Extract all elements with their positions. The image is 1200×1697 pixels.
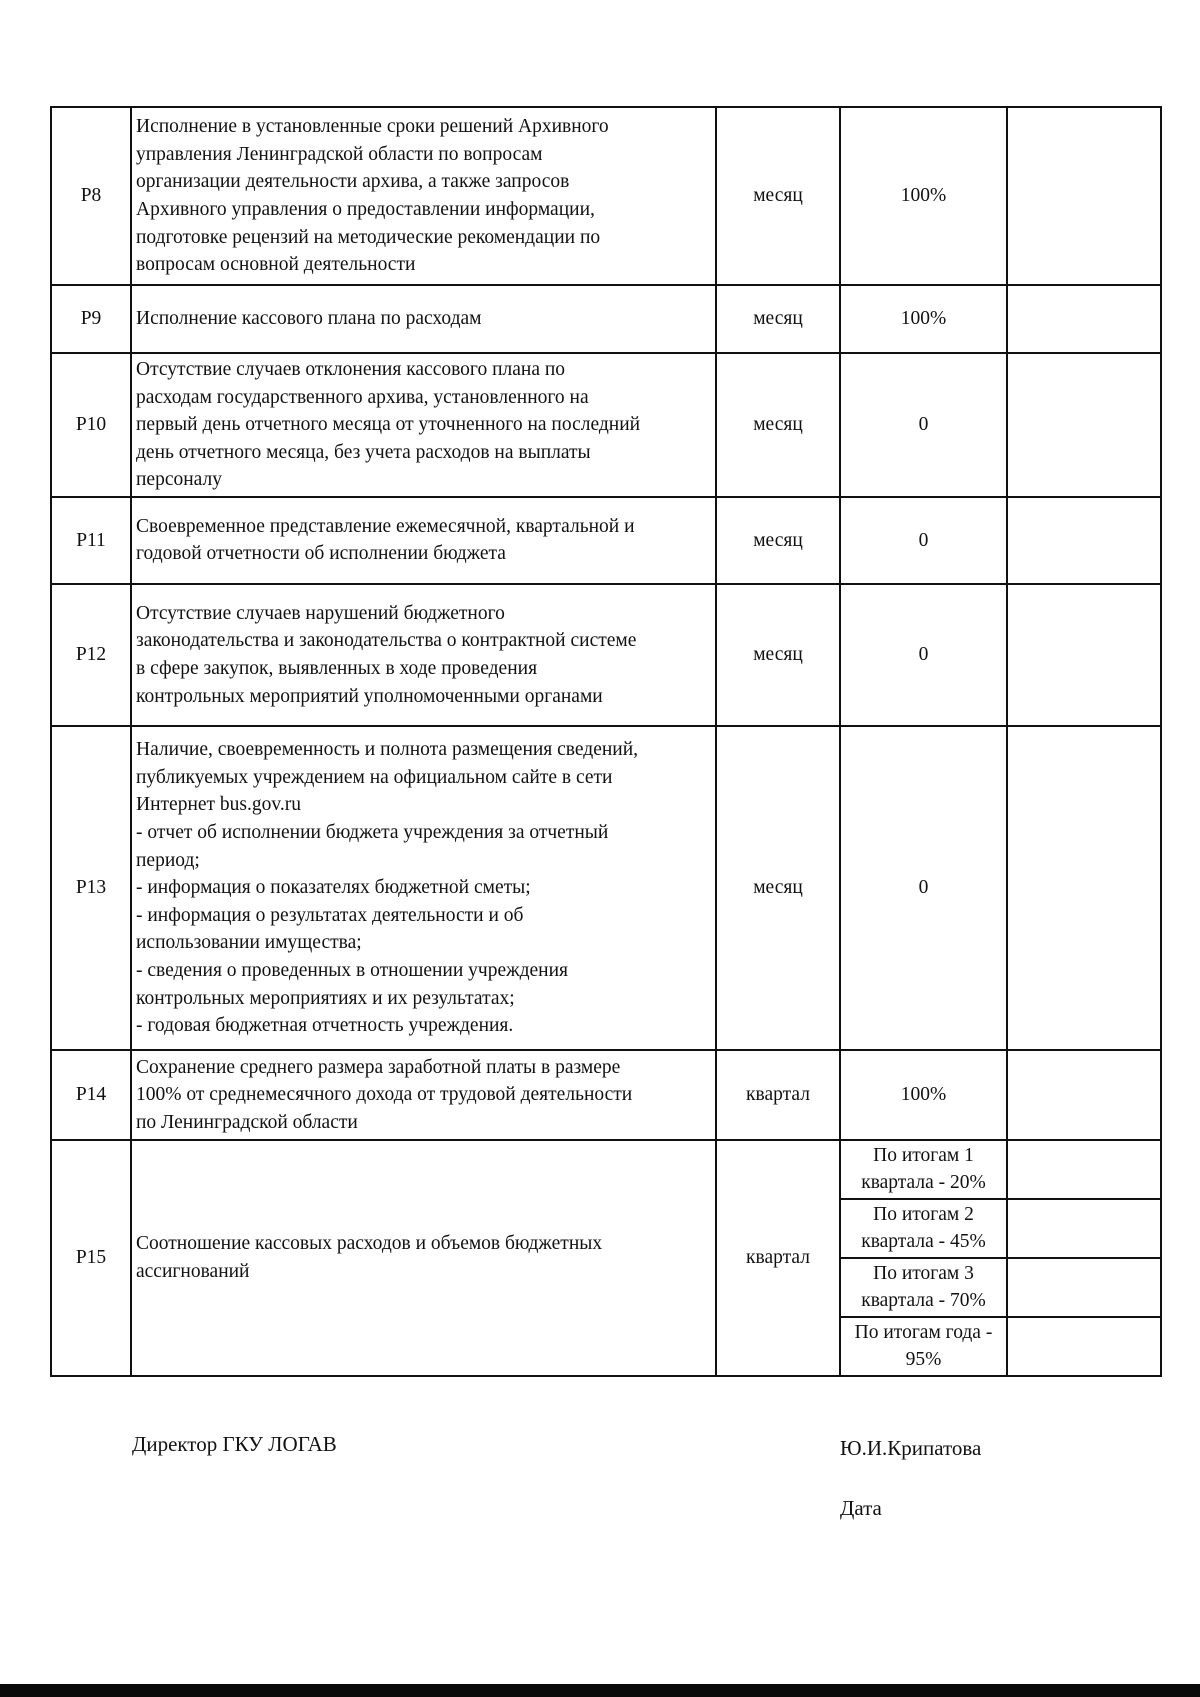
indicator-target (840, 1050, 1007, 1140)
indicator-target (840, 285, 1007, 353)
table-row (51, 1140, 1161, 1199)
indicator-actual-empty (1007, 107, 1161, 285)
description-line: Исполнение в установленные сроки решений Архивного (136, 116, 609, 138)
indicator-period (716, 1050, 840, 1140)
signatory-name: Ю.И.Крипатова (840, 1436, 982, 1460)
quarter-actual-empty (1007, 1258, 1161, 1317)
description-line: - информация о показателях бюджетной сметы; (136, 877, 531, 899)
indicator-code-text: Р15 (75, 1247, 107, 1269)
quarter-target (840, 1258, 1007, 1317)
indicator-code-text: Р9 (80, 308, 102, 330)
indicator-description (131, 1140, 716, 1376)
date-label: Дата (840, 1496, 882, 1520)
indicator-actual-empty (1007, 584, 1161, 726)
quarter-target-line: По итогам года - (854, 1322, 993, 1344)
quarter-actual-empty (1007, 1199, 1161, 1258)
period-text: месяц (753, 529, 803, 551)
indicator-period (716, 726, 840, 1050)
table-row (51, 107, 1161, 285)
quarter-actual-empty (1007, 1317, 1161, 1376)
indicator-code (51, 353, 131, 497)
target-text: 0 (918, 644, 929, 666)
indicator-code-text: Р12 (75, 644, 107, 666)
description-line: управления Ленинградской области по вопросам (136, 143, 543, 165)
description-line: период; (136, 849, 200, 871)
indicator-period (716, 584, 840, 726)
indicator-period (716, 107, 840, 285)
signatory-position: Директор ГКУ ЛОГАВ (132, 1432, 337, 1456)
period-text: месяц (753, 877, 803, 899)
indicator-code (51, 1050, 131, 1140)
target-text: 100% (900, 308, 947, 330)
quarter-target-line: квартала - 70% (861, 1290, 986, 1312)
quarter-target-line: 95% (905, 1349, 942, 1371)
description-line: Соотношение кассовых расходов и объемов бюджетных (136, 1233, 603, 1255)
table-row (51, 285, 1161, 353)
description-line: Архивного управления о предоставлении информации, (136, 199, 595, 220)
indicator-target (840, 497, 1007, 584)
target-text: 100% (900, 185, 947, 207)
description-line: в сфере закупок, выявленных в ходе проведения (136, 657, 538, 679)
indicator-code (51, 1140, 131, 1376)
description-line: Наличие, своевременность и полнота размещения сведений, (136, 739, 639, 761)
description-line: законодательства и законодательства о контрактной системе (136, 630, 637, 652)
description-line: Интернет bus.gov.ru (136, 794, 301, 816)
description-line: публикуемых учреждением на официальном сайте в сети (136, 766, 613, 788)
quarter-target-line: квартала - 20% (861, 1172, 986, 1194)
description-line: годовой отчетности об исполнении бюджета (136, 543, 506, 565)
indicator-actual-empty (1007, 353, 1161, 497)
indicator-description (131, 726, 716, 1050)
indicator-period (716, 497, 840, 584)
description-line: - отчет об исполнении бюджета учреждения за отчетный (136, 821, 609, 843)
description-line: Исполнение кассового плана по расходам (136, 308, 482, 330)
indicator-description (131, 353, 716, 497)
indicator-code-text: Р10 (75, 414, 107, 436)
description-line: контрольных мероприятиях и их результатах; (136, 987, 515, 1009)
description-line: расходам государственного архива, установленного на (136, 386, 589, 408)
indicator-code-text: Р8 (80, 185, 102, 207)
indicator-target (840, 107, 1007, 285)
indicator-actual-empty (1007, 285, 1161, 353)
scan-edge-bar (0, 1684, 1200, 1697)
indicator-period (716, 1140, 840, 1376)
quarter-target (840, 1317, 1007, 1376)
description-line: Сохранение среднего размера заработной платы в размере (136, 1056, 621, 1078)
table-row (51, 726, 1161, 1050)
period-text: месяц (753, 414, 803, 436)
description-line: организации деятельности архива, а также запросов (136, 171, 570, 193)
indicator-description (131, 584, 716, 726)
quarter-target-line: По итогам 2 (873, 1204, 974, 1226)
quarter-target-line: квартала - 45% (861, 1231, 986, 1253)
indicator-code (51, 726, 131, 1050)
description-line: персоналу (136, 469, 222, 491)
description-line: ассигнований (136, 1260, 250, 1282)
indicators-table (50, 106, 1162, 1377)
indicator-target (840, 584, 1007, 726)
description-line: - информация о результатах деятельности и об (136, 904, 524, 926)
quarter-target (840, 1199, 1007, 1258)
table-row (51, 353, 1161, 497)
description-line: Отсутствие случаев нарушений бюджетного (136, 602, 505, 624)
description-line: Своевременное представление ежемесячной, квартальной и (136, 515, 635, 537)
description-line: подготовке рецензий на методические рекомендации по (136, 226, 601, 248)
description-line: контрольных мероприятий уполномоченными органами (136, 685, 603, 707)
description-line: вопросам основной деятельности (136, 254, 416, 276)
indicator-code (51, 497, 131, 584)
period-text: месяц (753, 644, 803, 666)
description-line: Отсутствие случаев отклонения кассового плана по (136, 359, 566, 380)
table-row (51, 584, 1161, 726)
description-line: день отчетного месяца, без учета расходов на выплаты (136, 441, 591, 463)
indicator-description (131, 497, 716, 584)
indicator-code (51, 107, 131, 285)
description-line: по Ленинградской области (136, 1111, 358, 1133)
target-text: 100% (900, 1084, 947, 1106)
description-line: - сведения о проведенных в отношении учреждения (136, 959, 569, 981)
quarter-actual-empty (1007, 1140, 1161, 1199)
quarter-target-line: По итогам 1 (873, 1145, 974, 1167)
period-text: месяц (753, 185, 803, 207)
target-text: 0 (918, 877, 929, 899)
period-text: квартал (746, 1247, 810, 1269)
quarter-target-line: По итогам 3 (873, 1263, 974, 1285)
indicator-code-text: Р11 (76, 529, 106, 551)
indicator-actual-empty (1007, 726, 1161, 1050)
indicator-code (51, 584, 131, 726)
quarter-target (840, 1140, 1007, 1199)
table-row (51, 497, 1161, 584)
indicator-description (131, 1050, 716, 1140)
target-text: 0 (918, 414, 929, 436)
description-line: первый день отчетного месяца от уточненного на последний (136, 414, 641, 436)
indicator-actual-empty (1007, 497, 1161, 584)
description-line: 100% от среднемесячного дохода от трудовой деятельности (136, 1084, 633, 1106)
indicator-code-text: Р14 (75, 1084, 107, 1106)
indicator-code (51, 285, 131, 353)
period-text: месяц (753, 308, 803, 330)
indicator-description (131, 285, 716, 353)
indicator-target (840, 726, 1007, 1050)
target-text: 0 (918, 529, 929, 551)
indicator-period (716, 285, 840, 353)
indicator-period (716, 353, 840, 497)
period-text: квартал (746, 1084, 810, 1106)
indicator-target (840, 353, 1007, 497)
indicator-description (131, 107, 716, 285)
indicator-code-text: Р13 (75, 877, 107, 899)
description-line: - годовая бюджетная отчетность учреждения. (136, 1015, 514, 1037)
description-line: использовании имущества; (136, 932, 362, 954)
indicator-actual-empty (1007, 1050, 1161, 1140)
table-row (51, 1050, 1161, 1140)
